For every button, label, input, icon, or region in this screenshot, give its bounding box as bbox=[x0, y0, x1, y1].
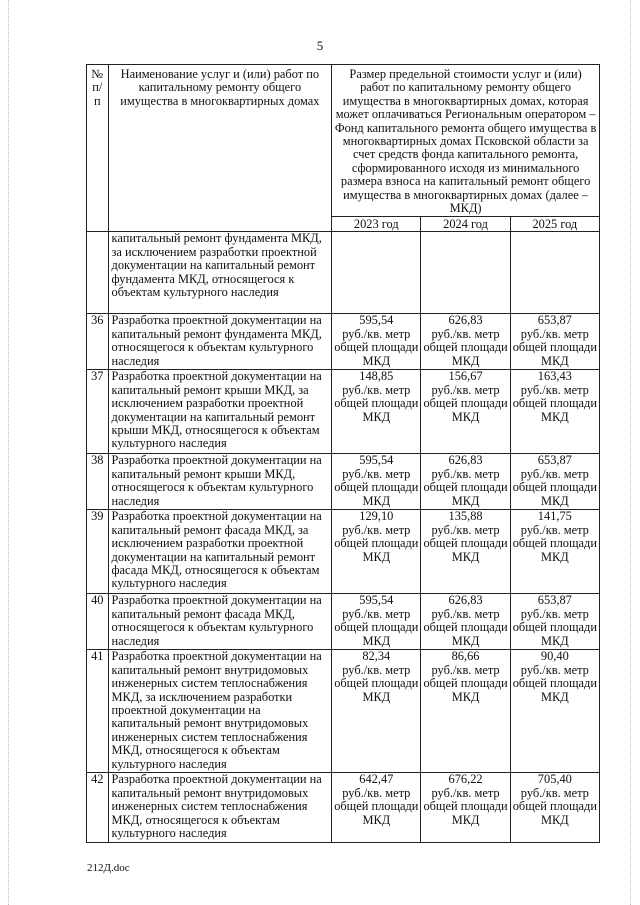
table-row bbox=[87, 314, 600, 370]
row-price-2024 bbox=[421, 510, 510, 594]
row-price-2023 bbox=[332, 773, 421, 843]
price-value: 626,83 bbox=[448, 453, 483, 468]
price-value: 141,75 bbox=[537, 509, 572, 524]
price-unit: руб./кв. метр общей площади МКД bbox=[334, 606, 419, 648]
price-unit: руб./кв. метр общей площади МКД bbox=[334, 785, 419, 827]
row-price-2025 bbox=[510, 773, 599, 843]
row-price-2024 bbox=[421, 650, 510, 773]
row-service-name: Разработка проектной документации на капитальный ремонт крыши МКД, за исключением разработки проектной документации на капитальный ремонт крыши МКД, относящегося к объектам культурного наследия bbox=[108, 370, 332, 454]
price-value: 156,67 bbox=[448, 369, 483, 384]
header-num: № п/п bbox=[87, 65, 109, 232]
row-price-2023 bbox=[332, 594, 421, 650]
footer-filename: 212Д.doc bbox=[87, 862, 130, 874]
table-row bbox=[87, 510, 600, 594]
row-price-2023 bbox=[332, 650, 421, 773]
price-unit: руб./кв. метр общей площади МКД bbox=[512, 662, 597, 704]
price-value: 653,87 bbox=[537, 593, 572, 608]
header-max-cost: Размер предельной стоимости услуг и (или) работ по капитальному ремонту общего имущества в многоквартирных домах, которая может оплачиваться Региональным оператором – Фонд капитального ремонта общего имущества в многоквартирных домах Псковской области за счет средств фонда капитального ремонта, сформированного исходя из минимального размера взноса на капитальный ремонт общего имущества в многоквартирных домах (далее – МКД) bbox=[332, 65, 600, 217]
row-price-2023 bbox=[332, 314, 421, 370]
table-row bbox=[87, 773, 600, 843]
price-unit: руб./кв. метр общей площади МКД bbox=[512, 326, 597, 368]
price-unit: руб./кв. метр общей площади МКД bbox=[423, 382, 508, 424]
price-unit: руб./кв. метр общей площади МКД bbox=[512, 785, 597, 827]
row-num: 40 bbox=[87, 594, 109, 650]
row-price-2024 bbox=[421, 370, 510, 454]
right-margin-line bbox=[630, 0, 631, 905]
price-value: 653,87 bbox=[537, 313, 572, 328]
row-num: 36 bbox=[87, 314, 109, 370]
row-service-name: Разработка проектной документации на капитальный ремонт крыши МКД, относящегося к объектам культурного наследия bbox=[108, 454, 332, 510]
header-year-2024: 2024 год bbox=[421, 217, 510, 232]
table-row bbox=[87, 650, 600, 773]
row-service-name: Разработка проектной документации на капитальный ремонт фасада МКД, относящегося к объектам культурного наследия bbox=[108, 594, 332, 650]
price-value: 653,87 bbox=[537, 453, 572, 468]
price-unit: руб./кв. метр общей площади МКД bbox=[334, 382, 419, 424]
price-value: 595,54 bbox=[359, 593, 394, 608]
price-unit: руб./кв. метр общей площади МКД bbox=[423, 606, 508, 648]
row-service-name: Разработка проектной документации на капитальный ремонт фундамента МКД, относящегося к объектам культурного наследия bbox=[108, 314, 332, 370]
row-price-2023 bbox=[332, 232, 421, 314]
header-year-2025: 2025 год bbox=[510, 217, 599, 232]
price-value: 135,88 bbox=[448, 509, 483, 524]
table-row-continuation bbox=[87, 232, 600, 314]
price-unit: руб./кв. метр общей площади МКД bbox=[512, 522, 597, 564]
row-price-2024 bbox=[421, 594, 510, 650]
price-value: 148,85 bbox=[359, 369, 394, 384]
price-unit: руб./кв. метр общей площади МКД bbox=[423, 326, 508, 368]
price-unit: руб./кв. метр общей площади МКД bbox=[512, 606, 597, 648]
row-num bbox=[87, 232, 109, 314]
price-value: 595,54 bbox=[359, 313, 394, 328]
price-value: 642,47 bbox=[359, 772, 394, 787]
price-value: 626,83 bbox=[448, 313, 483, 328]
row-price-2025 bbox=[510, 314, 599, 370]
price-value: 626,83 bbox=[448, 593, 483, 608]
header-year-2023: 2023 год bbox=[332, 217, 421, 232]
price-unit: руб./кв. метр общей площади МКД bbox=[512, 382, 597, 424]
cost-table bbox=[86, 64, 600, 843]
price-value: 163,43 bbox=[537, 369, 572, 384]
table-row bbox=[87, 594, 600, 650]
header-service-name: Наименование услуг и (или) работ по капитальному ремонту общего имущества в многоквартирных домах bbox=[108, 65, 332, 232]
row-price-2025 bbox=[510, 454, 599, 510]
row-num: 39 bbox=[87, 510, 109, 594]
row-num: 42 bbox=[87, 773, 109, 843]
row-price-2024 bbox=[421, 454, 510, 510]
row-price-2023 bbox=[332, 510, 421, 594]
price-unit: руб./кв. метр общей площади МКД bbox=[423, 466, 508, 508]
row-price-2023 bbox=[332, 370, 421, 454]
row-num: 41 bbox=[87, 650, 109, 773]
price-value: 705,40 bbox=[537, 772, 572, 787]
row-num: 37 bbox=[87, 370, 109, 454]
left-margin-line bbox=[8, 0, 9, 905]
row-price-2024 bbox=[421, 314, 510, 370]
table-row bbox=[87, 454, 600, 510]
row-service-name: капитальный ремонт фундамента МКД, за исключением разработки проектной документации на капитальный ремонт фундамента МКД, относящегося к объектам культурного наследия bbox=[108, 232, 332, 314]
table-header-row bbox=[87, 65, 600, 217]
price-value: 595,54 bbox=[359, 453, 394, 468]
price-unit: руб./кв. метр общей площади МКД bbox=[423, 662, 508, 704]
page-number: 5 bbox=[316, 38, 324, 53]
row-num: 38 bbox=[87, 454, 109, 510]
price-unit: руб./кв. метр общей площади МКД bbox=[512, 466, 597, 508]
price-unit: руб./кв. метр общей площади МКД bbox=[423, 522, 508, 564]
price-unit: руб./кв. метр общей площади МКД bbox=[334, 466, 419, 508]
row-price-2025 bbox=[510, 594, 599, 650]
price-unit: руб./кв. метр общей площади МКД bbox=[423, 785, 508, 827]
row-service-name: Разработка проектной документации на капитальный ремонт внутридомовых инженерных систем теплоснабжения МКД, относящегося к объектам культурного наследия bbox=[108, 773, 332, 843]
row-price-2025 bbox=[510, 650, 599, 773]
row-price-2025 bbox=[510, 232, 599, 314]
row-price-2023 bbox=[332, 454, 421, 510]
row-price-2024 bbox=[421, 773, 510, 843]
table-row bbox=[87, 370, 600, 454]
price-unit: руб./кв. метр общей площади МКД bbox=[334, 522, 419, 564]
price-value: 676,22 bbox=[448, 772, 483, 787]
price-unit: руб./кв. метр общей площади МКД bbox=[334, 326, 419, 368]
price-value: 129,10 bbox=[359, 509, 394, 524]
row-service-name: Разработка проектной документации на капитальный ремонт внутридомовых инженерных систем теплоснабжения МКД, за исключением разработки проектной документации на капитальный ремонт внутридомовых инженерных систем теплоснабжения МКД, относящегося к объектам культурного наследия bbox=[108, 650, 332, 773]
row-price-2025 bbox=[510, 370, 599, 454]
price-value: 82,34 bbox=[362, 649, 391, 664]
row-service-name: Разработка проектной документации на капитальный ремонт фасада МКД, за исключением разработки проектной документации на капитальный ремонт фасада МКД, относящегося к объектам культурного наследия bbox=[108, 510, 332, 594]
price-value: 86,66 bbox=[451, 649, 480, 664]
price-unit: руб./кв. метр общей площади МКД bbox=[334, 662, 419, 704]
row-price-2025 bbox=[510, 510, 599, 594]
price-value: 90,40 bbox=[540, 649, 569, 664]
row-price-2024 bbox=[421, 232, 510, 314]
